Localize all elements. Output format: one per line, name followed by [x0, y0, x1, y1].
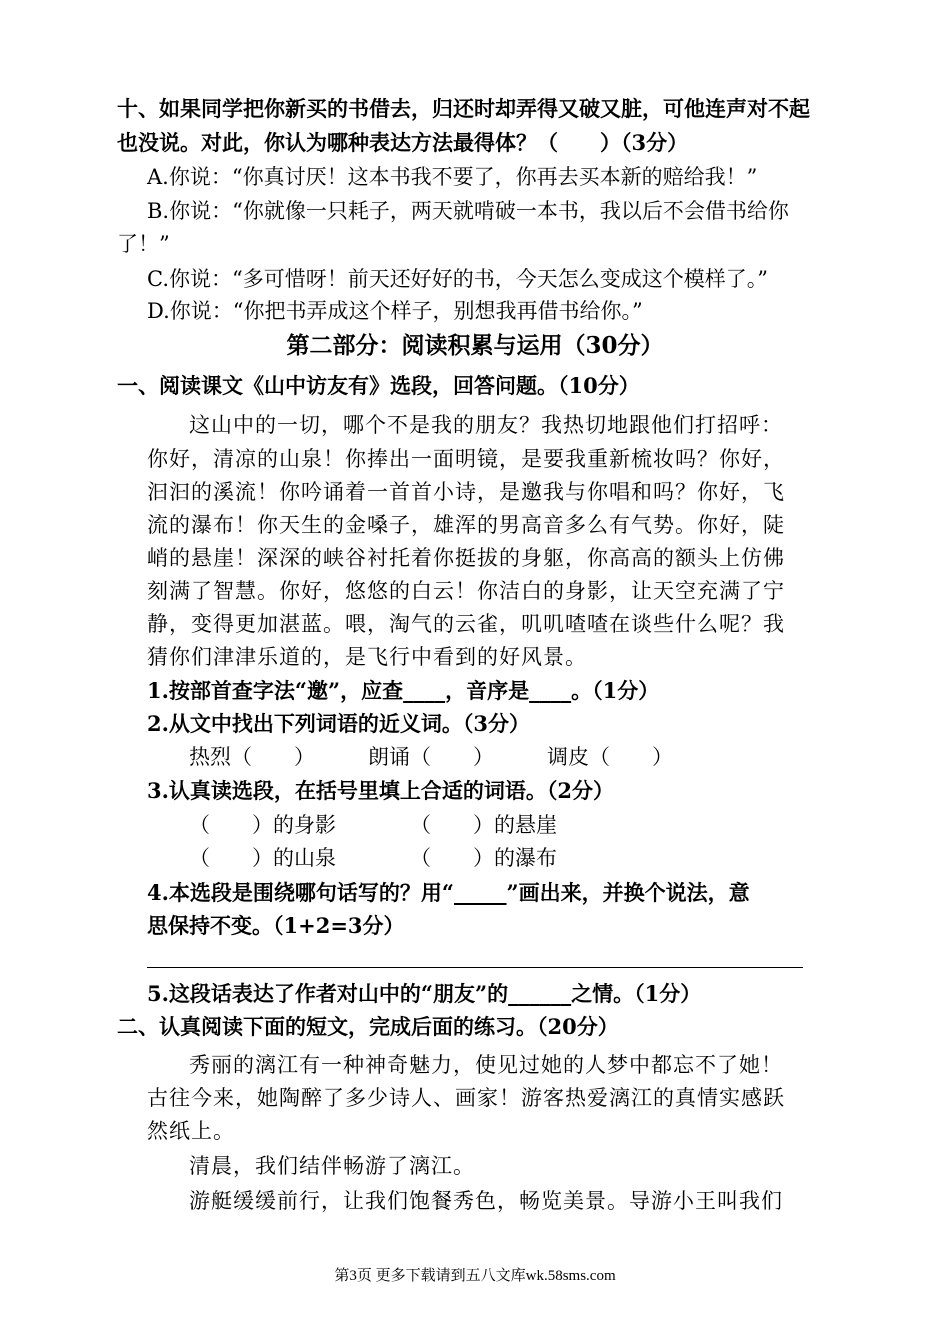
q10-option-b-line1: B.你说：“你就像一只耗子，两天就啃破一本书，我以后不会借书给你	[147, 199, 789, 223]
sec2-heading: 二、认真阅读下面的短文，完成后面的练习。（20分）	[117, 1014, 619, 1039]
q3-item: （ ）的身影	[189, 813, 336, 837]
passage-line: 汩汩的溪流！你吟诵着一首首小诗，是邀我与你唱和吗？你好，飞	[147, 480, 785, 504]
q2-word: 热烈（ ）	[189, 745, 315, 769]
q10-option-a: A.你说：“你真讨厌！这本书我不要了，你再去买本新的赔给我！”	[147, 165, 758, 189]
q10-stem-line2: 也没说。对此，你认为哪种表达方法最得体？（ ）（3分）	[117, 130, 689, 155]
article-line: 清晨，我们结伴畅游了漓江。	[189, 1154, 475, 1178]
passage-line: 刻满了智慧。你好，悠悠的白云！你洁白的身影，让天空充满了宁	[147, 579, 785, 603]
q10-option-d: D.你说：“你把书弄成这个样子，别想我再借书给你。”	[147, 299, 643, 323]
part2-title: 第二部分：阅读积累与运用（30分）	[286, 332, 664, 359]
passage-line: 峭的悬崖！深深的峡谷衬托着你挺拔的身躯，你高高的额头上仿佛	[147, 546, 785, 570]
sec1-q2: 2.从文中找出下列词语的近义词。（3分）	[147, 711, 531, 736]
passage-line: 这山中的一切，哪个不是我的朋友？我热切地跟他们打招呼：	[189, 413, 783, 437]
article-line: 游艇缓缓前行，让我们饱餐秀色，畅览美景。导游小王叫我们	[189, 1189, 783, 1213]
q2-word: 朗诵（ ）	[368, 745, 494, 769]
article-line: 秀丽的漓江有一种神奇魅力，使见过她的人梦中都忘不了她！	[189, 1053, 783, 1077]
q10-stem-line1: 十、如果同学把你新买的书借去，归还时却弄得又破又脏，可他连声对不起	[117, 96, 810, 121]
sec1-q5: 5.这段话表达了作者对山中的“朋友”的______之情。（1分）	[147, 981, 702, 1006]
passage-line: 猜你们津津乐道的，是飞行中看到的好风景。	[147, 645, 587, 669]
sec1-q1: 1.按部首查字法“邀”，应查____，音序是____。（1分）	[147, 678, 660, 703]
article-line: 然纸上。	[147, 1119, 235, 1143]
sec1-q4-line1: 4.本选段是围绕哪句话写的？用“_____”画出来，并换个说法，意	[147, 880, 750, 905]
sec1-q3: 3.认真读选段，在括号里填上合适的词语。（2分）	[147, 778, 615, 803]
passage-line: 静，变得更加湛蓝。喂，淘气的云雀，叽叽喳喳在谈些什么呢？我	[147, 612, 785, 636]
article-line: 古往今来，她陶醉了多少诗人、画家！游客热爱漓江的真情实感跃	[147, 1086, 785, 1110]
q3-item: （ ）的瀑布	[410, 846, 557, 870]
sec1-heading: 一、阅读课文《山中访友有》选段，回答问题。（10分）	[117, 373, 640, 398]
q10-option-c: C.你说：“多可惜呀！前天还好好的书，今天怎么变成这个模样了。”	[147, 267, 768, 291]
q2-word: 调皮（ ）	[547, 745, 673, 769]
passage-line: 你好，清凉的山泉！你捧出一面明镜，是要我重新梳妆吗？你好，	[147, 447, 785, 471]
passage-line: 流的瀑布！你天生的金嗓子，雄浑的男高音多么有气势。你好，陡	[147, 513, 785, 537]
page-footer: 第3页 更多下载请到五八文库wk.58sms.com	[334, 1268, 616, 1284]
answer-line	[147, 967, 803, 968]
sec1-q4-line2: 思保持不变。（1+2=3分）	[147, 913, 405, 938]
q3-item: （ ）的山泉	[189, 846, 336, 870]
q3-item: （ ）的悬崖	[410, 813, 557, 837]
q10-option-b-line2: 了！”	[117, 232, 170, 256]
